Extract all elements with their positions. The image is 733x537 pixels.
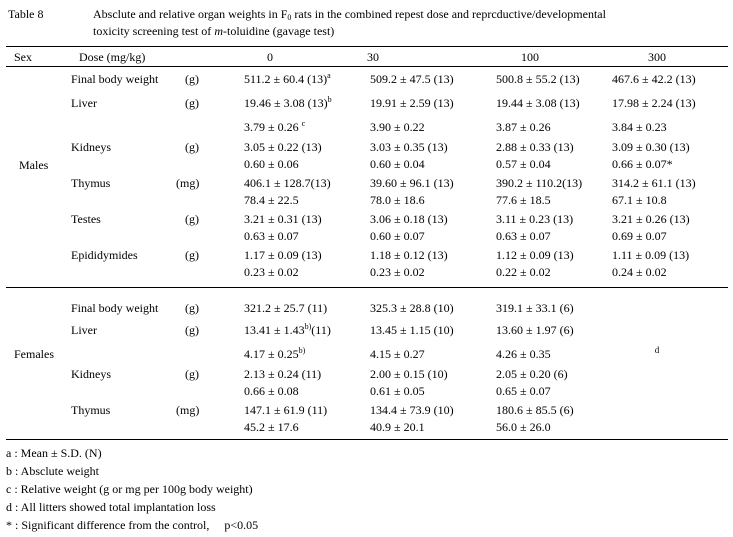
cell-abs: 3.03 ± 0.35 (13) (370, 140, 448, 154)
cell-rel: 0.65 ± 0.07 (496, 384, 551, 398)
organ-label: Thymus (71, 403, 111, 417)
cell-abs: 1.12 ± 0.09 (13) (496, 248, 574, 262)
unit-label: (mg) (176, 403, 200, 417)
cell-rel: 40.9 ± 20.1 (370, 420, 425, 434)
cell-abs: 314.2 ± 61.1 (13) (612, 176, 696, 190)
organ-label: Epididymides (71, 248, 138, 262)
organ-label: Liver (71, 96, 97, 110)
cell-rel: 0.24 ± 0.02 (612, 265, 667, 279)
cell-rel: 0.66 ± 0.07* (612, 157, 673, 171)
cell-rel: 0.63 ± 0.07 (244, 229, 299, 243)
organ-label: Liver (71, 323, 97, 337)
organ-label: Thymus (71, 176, 111, 190)
cell-rel: 4.26 ± 0.35 (496, 347, 551, 361)
header-sex: Sex (14, 50, 32, 64)
cell-rel: 0.22 ± 0.02 (496, 265, 551, 279)
cell-rel: 0.66 ± 0.08 (244, 384, 299, 398)
cell-rel: 0.60 ± 0.07 (370, 229, 425, 243)
cell-abs: 390.2 ± 110.2(13) (496, 176, 583, 190)
cell-rel: 67.1 ± 10.8 (612, 193, 667, 207)
cell-abs: 511.2 ± 60.4 $(13)^a$ (244, 71, 331, 86)
unit-label: (g) (185, 248, 199, 262)
cell-abs: 509.2 ± 47.5 (13) (370, 72, 454, 86)
cell-rel: 4.15 ± 0.27 (370, 347, 425, 361)
cell-abs: 2.05 ± 0.20 (6) (496, 367, 568, 381)
rule-header (6, 66, 728, 67)
cell-abs: 1.17 ± 0.09 (13) (244, 248, 322, 262)
cell-rel: 0.69 ± 0.07 (612, 229, 667, 243)
cell-rel: 56.0 ± 26.0 (496, 420, 551, 434)
group-label-males: Males (19, 158, 49, 172)
cell-abs: 2.00 ± 0.15 (10) (370, 367, 448, 381)
cell-abs: 13.45 ± 1.15 (10) (370, 323, 454, 337)
header-dose-0: 0 (267, 50, 273, 64)
footnote-a: a : Mean ± S.D. (N) (6, 446, 102, 460)
unit-label: (g) (185, 96, 199, 110)
cell-rel: 45.2 ± 17.6 (244, 420, 299, 434)
cell-abs: 3.11 ± 0.23 (13) (496, 212, 574, 226)
cell-abs: 17.98 ± 2.24 (13) (612, 96, 696, 110)
footnote-star: * : Significant difference from the control, p<0.05 (6, 518, 259, 532)
table-title-line2: toxicity screening test of m-toluidine (gavage test) (93, 24, 335, 38)
cell-abs: 3.05 ± 0.22 (13) (244, 140, 322, 154)
table-label: Table 8 (8, 7, 44, 21)
cell-rel: 0.60 ± 0.06 (244, 157, 299, 171)
unit-label: (g) (185, 301, 199, 315)
organ-label: Final body weight (71, 72, 159, 86)
header-dose-300: 300 (648, 50, 666, 64)
cell-abs: 2.13 ± 0.24 (11) (244, 367, 322, 381)
cell-abs: $13.41 \pm 1.43^{b)}(11)$ (244, 322, 331, 337)
group-label-females: Females (14, 347, 54, 361)
organ-label: Kidneys (71, 367, 111, 381)
cell-abs: 1.18 ± 0.12 (13) (370, 248, 448, 262)
cell-rel: 0.61 ± 0.05 (370, 384, 425, 398)
unit-label: (mg) (176, 176, 200, 190)
cell-abs: 325.3 ± 28.8 (10) (370, 301, 454, 315)
cell-abs: 19.44 ± 3.08 (13) (496, 96, 580, 110)
cell-rel: 78.0 ± 18.6 (370, 193, 425, 207)
cell-abs: 3.09 ± 0.30 (13) (612, 140, 690, 154)
cell-abs: 467.6 ± 42.2 (13) (612, 72, 696, 86)
cell-rel: 3.79 ± 0.26 $^c$ (244, 119, 306, 134)
cell-abs: 321.2 ± 25.7 (11) (244, 301, 328, 315)
cell-rel: 0.23 ± 0.02 (244, 265, 299, 279)
cell-rel: 0.63 ± 0.07 (496, 229, 551, 243)
footnote-d: d : All litters showed total implantation loss (6, 500, 216, 514)
cell-abs: 3.06 ± 0.18 (13) (370, 212, 448, 226)
cell-rel: 3.87 ± 0.26 (496, 120, 551, 134)
organ-label: Testes (71, 212, 101, 226)
cell-abs: 3.21 ± 0.31 (13) (244, 212, 322, 226)
unit-label: (g) (185, 367, 199, 381)
cell-abs: 147.1 ± 61.9 (11) (244, 403, 328, 417)
cell-abs: 13.60 ± 1.97 (6) (496, 323, 574, 337)
cell-rel: 3.84 ± 0.23 (612, 120, 667, 134)
cell-rel: 0.57 ± 0.04 (496, 157, 551, 171)
table-title-line1: Absclute and relative organ weights in $F_0$ rats in the combined repest dose and reprcductive/developmental (93, 7, 606, 22)
unit-label: (g) (185, 212, 199, 226)
header-dose: Dose (mg/kg) (79, 50, 146, 64)
unit-label: (g) (185, 323, 199, 337)
cell-rel: 0.23 ± 0.02 (370, 265, 425, 279)
cell-rel: $4.17 \pm 0.25^{b)}$ (244, 346, 306, 361)
females-300-note: d (654, 345, 660, 355)
cell-abs: 319.1 ± 33.1 (6) (496, 301, 574, 315)
cell-abs: 39.60 ± 96.1 (13) (370, 176, 454, 190)
header-dose-30: 30 (367, 50, 379, 64)
cell-rel: 0.60 ± 0.04 (370, 157, 425, 171)
cell-abs: 134.4 ± 73.9 (10) (370, 403, 454, 417)
cell-abs: 180.6 ± 85.5 (6) (496, 403, 574, 417)
cell-abs: 19.46 ± 3.08 $(13)^b$ (244, 95, 332, 110)
cell-rel: 77.6 ± 18.5 (496, 193, 551, 207)
unit-label: (g) (185, 72, 199, 86)
cell-abs: 2.88 ± 0.33 (13) (496, 140, 574, 154)
cell-abs: 500.8 ± 55.2 (13) (496, 72, 580, 86)
footnote-b: b : Absclute weight (6, 464, 99, 478)
cell-rel: 3.90 ± 0.22 (370, 120, 425, 134)
cell-abs: 19.91 ± 2.59 (13) (370, 96, 454, 110)
cell-rel: 78.4 ± 22.5 (244, 193, 299, 207)
cell-abs: 406.1 ± 128.7(13) (244, 176, 331, 190)
footnote-c: c : Relative weight (g or mg per 100g body weight) (6, 482, 253, 496)
cell-abs: 1.11 ± 0.09 (13) (612, 248, 690, 262)
rule-bottom (6, 439, 728, 440)
header-dose-100: 100 (521, 50, 539, 64)
unit-label: (g) (185, 140, 199, 154)
rule-top (6, 46, 728, 47)
organ-label: Kidneys (71, 140, 111, 154)
rule-group (6, 287, 728, 288)
cell-abs: 3.21 ± 0.26 (13) (612, 212, 690, 226)
organ-label: Final body weight (71, 301, 159, 315)
